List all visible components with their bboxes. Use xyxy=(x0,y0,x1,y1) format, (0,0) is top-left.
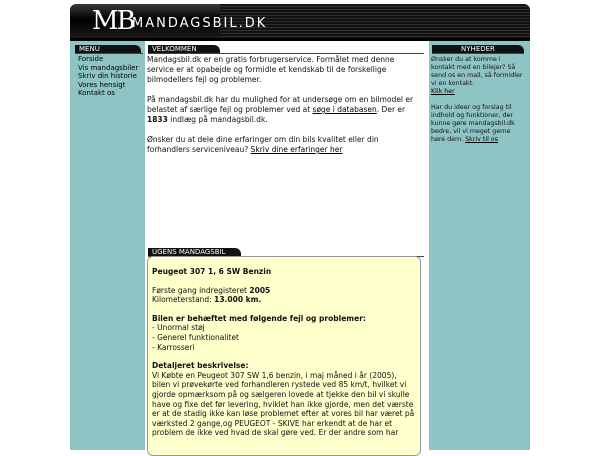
site-header xyxy=(70,4,530,38)
description-heading: Detaljeret beskrivelse: xyxy=(152,361,249,371)
news-contact-text: Ønsker du at komme i kontakt med en bilejer? Så send os en mail, så formidler vi en kontakt. xyxy=(431,56,523,87)
menu-item-skriv-historie[interactable]: Skriv din historie xyxy=(78,72,137,80)
fault-item: - Karrosseri xyxy=(152,342,195,352)
welcome-p2-mid: . Der er xyxy=(376,105,406,114)
welcome-paragraph-3 xyxy=(147,135,423,155)
news-title: NYHEDER xyxy=(432,45,524,53)
first-reg-year: 2005 xyxy=(249,285,271,295)
welcome-paragraph-1: Mandagsbil.dk er en gratis forbrugerservice. Formålet med denne service er at opabejde og formidle et kendskab til de forskellige bilmodellers fejl og problemer. xyxy=(147,55,395,84)
post-count: 1833 xyxy=(147,115,168,124)
fault-item: - Generel funktionalitet xyxy=(152,332,240,342)
menu-item-forside[interactable]: Forside xyxy=(78,55,104,63)
car-of-week-title: UGENS MANDAGSBIL xyxy=(148,248,241,256)
news-item-ideas xyxy=(431,104,523,144)
contact-owner-link[interactable]: Klik her xyxy=(431,88,455,95)
mileage-label: Kilometerstand: xyxy=(152,295,215,305)
faults-heading: Bilen er behæftet med følgende fejl og problemer: xyxy=(152,313,366,323)
faults-section xyxy=(152,314,416,352)
welcome-underline xyxy=(148,53,424,54)
mb-logo[interactable]: MB xyxy=(92,6,134,36)
car-details xyxy=(152,286,416,305)
welcome-p2-end: indlæg på mandagsbil.dk. xyxy=(167,115,268,124)
news-ideas-text: Har du ideer og forslag til indhold og funktioner, der kunne gøre mandagsbil.dk bedre, vil vi meget gerne høre dem. xyxy=(431,104,515,143)
menu-item-vores-hensigt[interactable]: Vores hensigt xyxy=(78,80,126,89)
menu-underline xyxy=(75,53,143,54)
car-model: Peugeot 307 1, 6 SW Benzin xyxy=(152,267,272,276)
welcome-paragraph-2 xyxy=(147,95,423,125)
menu-title: MENU xyxy=(75,45,141,53)
news-panel xyxy=(431,56,523,152)
search-database-link[interactable]: søge i databasen xyxy=(312,105,377,114)
welcome-p3-start: Ønsker du at dele dine erfaringer om din bils kvalitet eller din forhandlers serviceniveau? xyxy=(147,135,379,154)
mileage-value: 13.000 km. xyxy=(214,295,262,305)
menu-item-kontakt[interactable]: Kontakt os xyxy=(78,89,115,97)
main-menu xyxy=(78,55,146,98)
write-to-us-link[interactable]: Skriv til os xyxy=(465,136,499,143)
car-description: Vi Købte en Peugeot 307 SW 1,6 benzin, i maj måned i år (2005), bilen vi prøvekørte ved forhandleren rystede ved 85 km/t, hvilket vi gjorde opmærksom på og sælgeren lovede at tjekke den bil vi skulle have og fixe det før levering, hviklet han ikke gjorde, men det værste er at de stadig ikke kan løse problemet efter at vores bil har været på værksted 2 gange,og PEUGEOT - SKIVE har erkendt at de har et problem de ikke ved hvad de skal gøre ved. Er der andre som har xyxy=(152,370,415,438)
fault-item: - Unormal støj xyxy=(152,323,205,333)
news-underline xyxy=(432,53,524,54)
welcome-text xyxy=(147,55,423,165)
first-reg-label: Første gang indregisteret xyxy=(152,285,250,295)
left-sidebar xyxy=(70,41,145,450)
news-item-contact xyxy=(431,56,523,96)
menu-item-vis-mandagsbiler[interactable]: Vis mandagsbiler xyxy=(78,63,139,72)
site-name[interactable]: MANDAGSBIL.DK xyxy=(132,16,268,31)
car-of-week-box xyxy=(147,256,421,456)
write-experience-link[interactable]: Skriv dine erfaringer her xyxy=(250,145,343,154)
welcome-p2-start: På mandagsbil.dk har du mulighed for at undersøge om en bilmodel er belastet af særlige fejl og problemer ved at xyxy=(147,95,414,114)
welcome-title: VELKOMMEN xyxy=(148,45,220,53)
